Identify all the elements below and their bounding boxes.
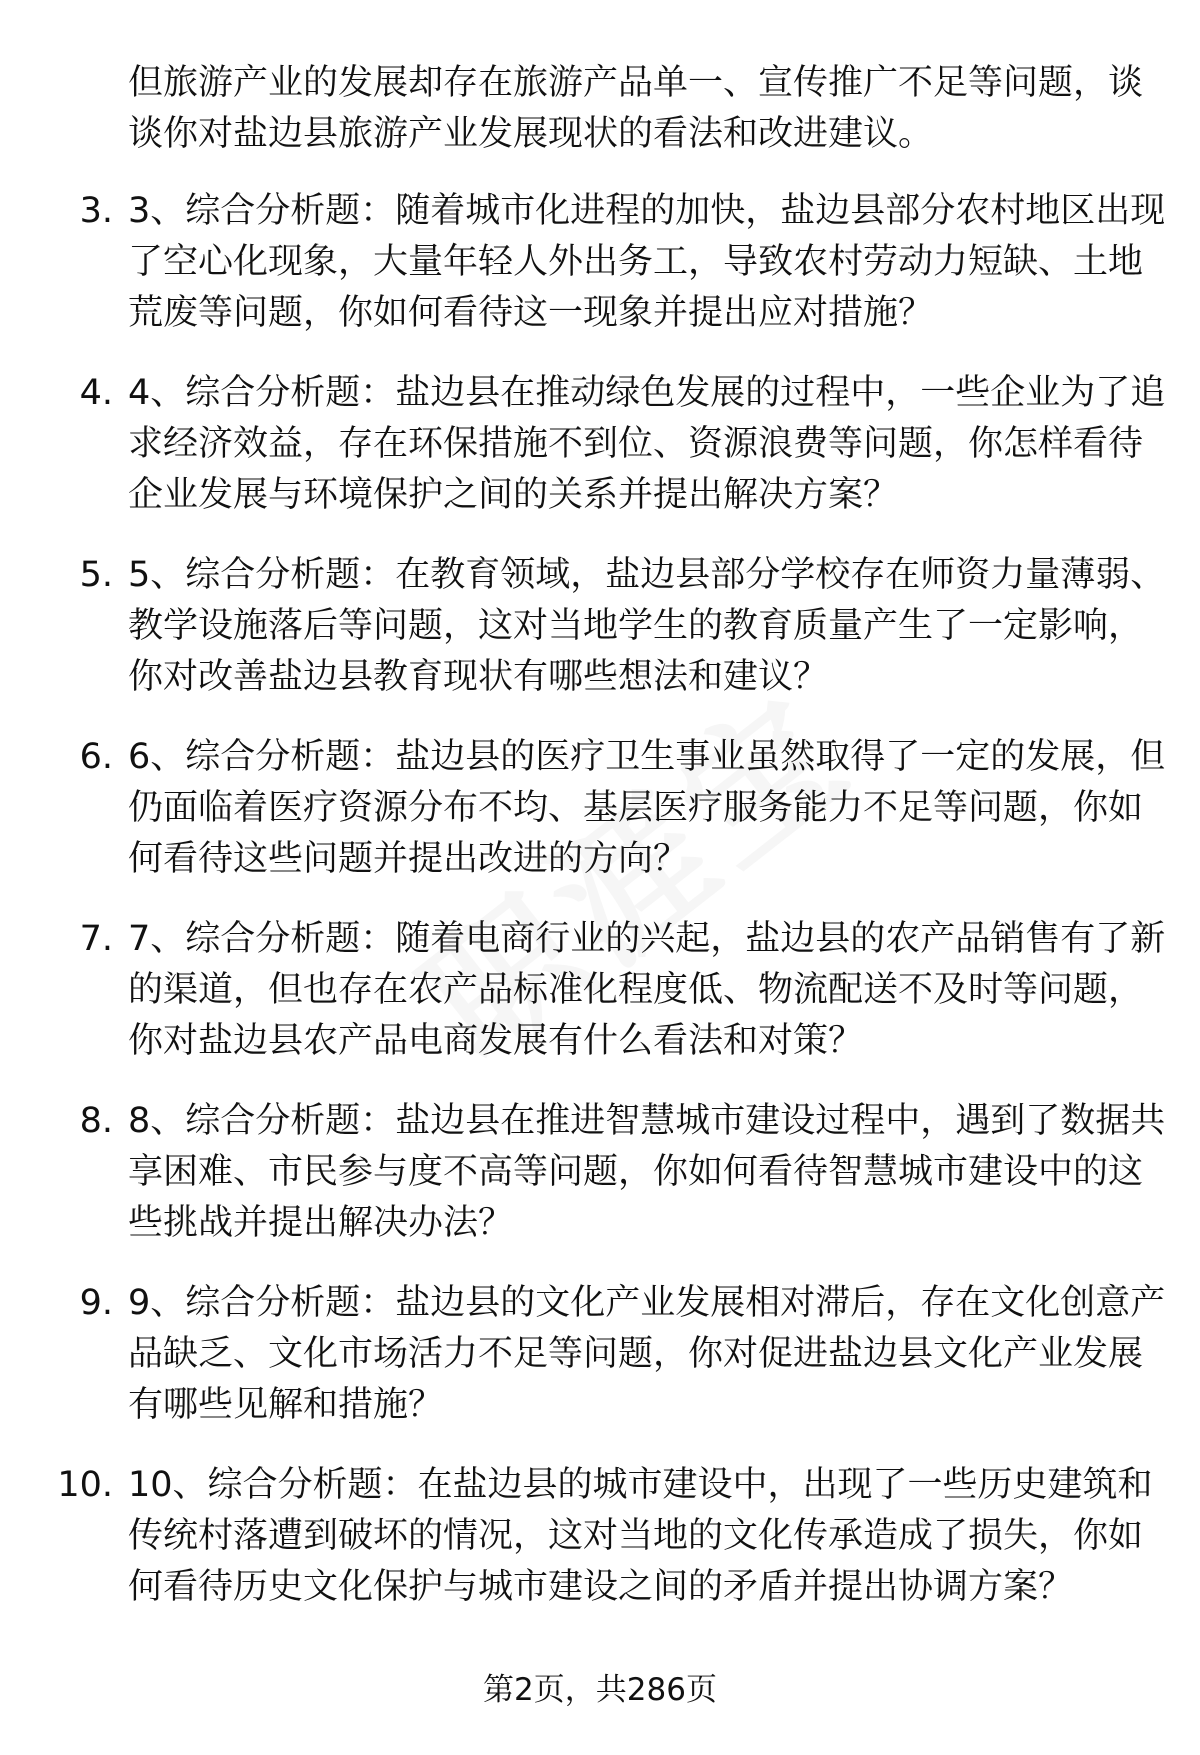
question-number: 5. <box>79 555 113 595</box>
question-item <box>0 550 1200 732</box>
question-item <box>0 1096 1200 1278</box>
question-number: 8. <box>79 1101 113 1141</box>
question-text: 8、综合分析题：盐边县在推进智慧城市建设过程中，遇到了数据共享困难、市民参与度不高等问题，你如何看待智慧城市建设中的这些挑战并提出解决办法？ <box>128 1101 1166 1243</box>
question-text: 7、综合分析题：随着电商行业的兴起，盐边县的农产品销售有了新的渠道，但也存在农产品标准化程度低、物流配送不及时等问题，你对盐边县农产品电商发展有什么看法和对策？ <box>128 919 1166 1061</box>
question-text: 5、综合分析题：在教育领域，盐边县部分学校存在师资力量薄弱、教学设施落后等问题，这对当地学生的教育质量产生了一定影响，你对改善盐边县教育现状有哪些想法和建议？ <box>128 555 1166 697</box>
question-text: 10、综合分析题：在盐边县的城市建设中，出现了一些历史建筑和传统村落遭到破坏的情况，这对当地的文化传承造成了损失，你如何看待历史文化保护与城市建设之间的矛盾并提出协调方案？ <box>128 1465 1153 1607</box>
question-text: 9、综合分析题：盐边县的文化产业发展相对滞后，存在文化创意产品缺乏、文化市场活力不足等问题，你对促进盐边县文化产业发展有哪些见解和措施？ <box>128 1283 1166 1425</box>
question-number: 7. <box>79 919 113 959</box>
question-number: 9. <box>79 1283 113 1323</box>
question-number: 10. <box>57 1465 113 1505</box>
question-item <box>0 732 1200 914</box>
question-item <box>0 186 1200 368</box>
question-text: 6、综合分析题：盐边县的医疗卫生事业虽然取得了一定的发展，但仍面临着医疗资源分布不均、基层医疗服务能力不足等问题，你如何看待这些问题并提出改进的方向？ <box>128 737 1166 879</box>
question-text: 3、综合分析题：随着城市化进程的加快，盐边县部分农村地区出现了空心化现象，大量年轻人外出务工，导致农村劳动力短缺、土地荒废等问题，你如何看待这一现象并提出应对措施？ <box>128 191 1166 333</box>
question-number: 3. <box>79 191 113 231</box>
intro-paragraph: 但旅游产业的发展却存在旅游产品单一、宣传推广不足等问题，谈谈你对盐边县旅游产业发展现状的看法和改进建议。 <box>128 63 1144 154</box>
page-footer: 第2页，共286页 <box>483 1672 717 1708</box>
question-item <box>0 914 1200 1096</box>
question-text: 4、综合分析题：盐边县在推动绿色发展的过程中，一些企业为了追求经济效益，存在环保措施不到位、资源浪费等问题，你怎样看待企业发展与环境保护之间的关系并提出解决方案？ <box>128 373 1166 515</box>
question-list <box>0 186 1200 1700</box>
question-item <box>0 368 1200 550</box>
question-item <box>0 1278 1200 1460</box>
question-number: 6. <box>79 737 113 777</box>
question-item <box>0 1460 1200 1700</box>
question-number: 4. <box>79 373 113 413</box>
